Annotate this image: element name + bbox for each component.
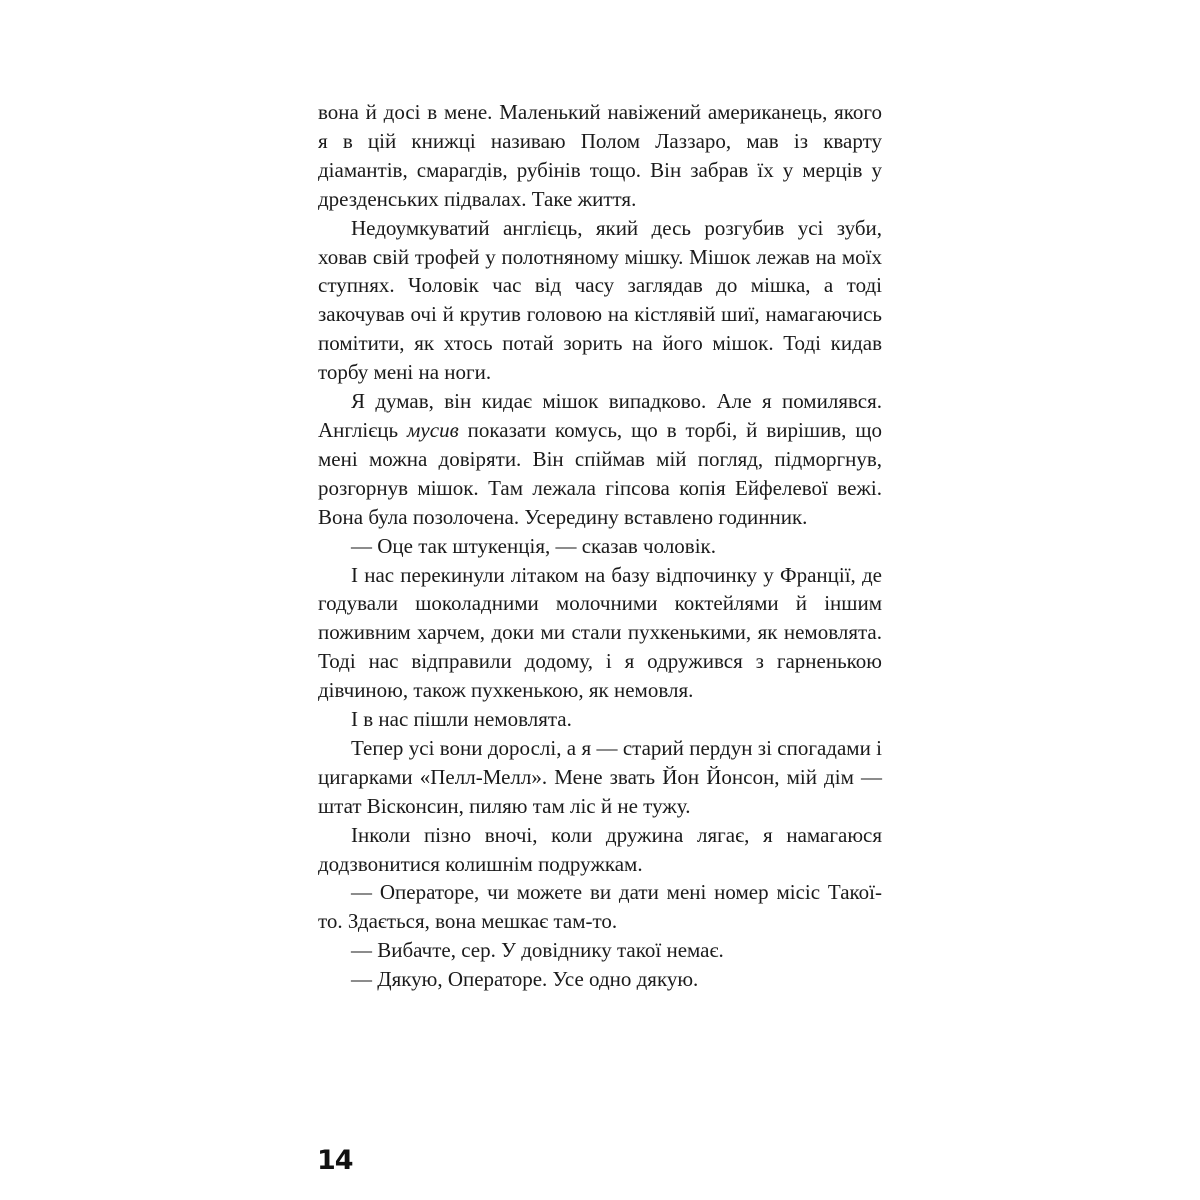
paragraph-8: Інколи пізно вночі, коли дружина лягає, я намагаюся додзвонитися колишнім подружкам. xyxy=(318,822,882,876)
paragraph-4-dialogue: — Оце так штукенція, — сказав чоловік. xyxy=(351,533,716,558)
italic-word: мусив xyxy=(407,417,459,442)
page-number: 14 xyxy=(317,1145,353,1176)
paragraph-7: Тепер усі вони дорослі, а я — старий пердун зі спогадами і цигарками «Пелл-Мелл». Мене звать Йон Йонсон, мій дім — штат Вісконсин, пиляю там ліс й не тужу. xyxy=(318,735,882,818)
paragraph-5: І нас перекинули літаком на базу відпочинку у Франції, де годували шоколадними молочними коктейлями й іншим поживним харчем, доки ми стали пухкенькими, як немовлята. Тоді нас відправили додому, і я одружився з гарненькою дівчиною, також пухкенькою, як немовля. xyxy=(318,562,882,703)
paragraph-9-dialogue: — Операторе, чи можете ви дати мені номер місіс Такої-то. Здається, вона мешкає там-то. xyxy=(318,880,882,934)
paragraph-11-dialogue: — Дякую, Операторе. Усе одно дякую. xyxy=(351,967,699,992)
paragraph-3 xyxy=(318,387,882,532)
paragraph-2: Недоумкуватий англієць, який десь розгубив усі зуби, ховав свій трофей у полотняному мішку. Мішок лежав на моїх ступнях. Чоловік час від часу заглядав до мішка, а тоді закочував очі й крутив головою на кістлявій шиї, намагаючись помітити, як хтось потай зорить на його мішок. Тоді кидав торбу мені на ноги. xyxy=(318,215,882,385)
paragraph-1: вона й досі в мене. Маленький навіжений американець, якого я в цій книжці називаю Полом Лаззаро, мав із кварту діамантів, смарагдів, рубінів тощо. Він забрав їх у мерців у дрезденських підвалах. Таке життя. xyxy=(318,100,882,211)
paragraph-3-start: Я думав, він кидає мішок випадково. Але я помилявся. Англієць xyxy=(318,389,882,442)
body-text xyxy=(318,98,882,994)
paragraph-3-end: показати комусь, що в торбі, й вирішив, що мені можна довіряти. Він спіймав мій погляд, підморгнув, розгорнув мішок. Там лежала гіпсова копія Ейфелевої вежі. Вона була позолочена. Усередину вставлено годинник. xyxy=(318,417,882,529)
paragraph-6: І в нас пішли немовлята. xyxy=(351,707,572,732)
paragraph-10-dialogue: — Вибачте, сер. У довіднику такої немає. xyxy=(351,938,724,963)
